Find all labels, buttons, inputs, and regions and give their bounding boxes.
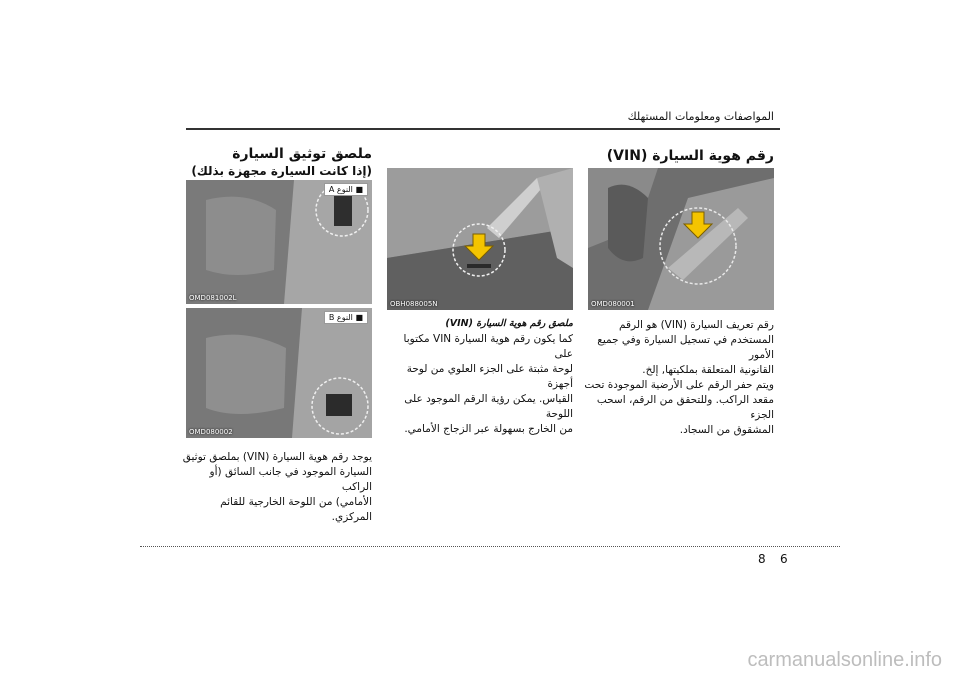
vin-label-description bbox=[383, 332, 573, 437]
cert-photo-type-a bbox=[186, 180, 372, 304]
text-line: يوجد رقم هوية السيارة (VIN) بملصق توثيق bbox=[182, 451, 372, 463]
text-line: من الخارج بسهولة عبر الزجاج الأمامي. bbox=[404, 423, 573, 435]
cert-photo-type-b bbox=[186, 308, 372, 438]
header-rule bbox=[186, 128, 780, 130]
text-line: رقم تعريف السيارة (VIN) هو الرقم bbox=[619, 319, 774, 331]
footer-rule bbox=[140, 546, 840, 547]
photo-code: OMD080001 bbox=[591, 300, 635, 308]
running-header: المواصفات ومعلومات المستهلك bbox=[627, 110, 774, 123]
cert-description bbox=[180, 450, 372, 525]
text-line: كما يكون رقم هوية السيارة VIN مكتوبا على bbox=[403, 333, 573, 360]
text-line: الأمامي) من اللوحة الخارجية للقائم المركزي. bbox=[220, 496, 372, 523]
photo-code: OMD080002 bbox=[189, 428, 233, 436]
text-line: السيارة الموجود في جانب السائق (أو الراكب bbox=[209, 466, 372, 493]
type-b-tag: ■ النوع B bbox=[324, 311, 368, 324]
chapter-number: 8 bbox=[758, 552, 766, 566]
text-line: القانونية المتعلقة بملكيتها, إلخ. bbox=[642, 364, 774, 376]
text-line: مقعد الراكب. وللتحقق من الرقم، اسحب الجزء bbox=[596, 394, 774, 421]
watermark: carmanualsonline.info bbox=[747, 649, 942, 671]
page-number: 6 bbox=[780, 552, 788, 566]
text-line: المستخدم في تسجيل السيارة وفي جميع الأمور bbox=[597, 334, 774, 361]
vin-label-title: ملصق رقم هوية السيارة (VIN) bbox=[445, 318, 573, 329]
photo-code: OMD081002L bbox=[189, 294, 237, 302]
vin-description bbox=[584, 318, 774, 438]
cert-section-title: ملصق توثيق السيارة bbox=[232, 146, 372, 162]
text-line: المشقوق من السجاد. bbox=[679, 424, 774, 436]
photo-code: OBH088005N bbox=[390, 300, 438, 308]
vin-dashboard-photo bbox=[387, 168, 573, 310]
cert-section-subtitle: (إذا كانت السيارة مجهزة بذلك) bbox=[191, 164, 372, 178]
text-line: ويتم حفر الرقم على الأرضية الموجودة تحت bbox=[584, 379, 774, 391]
vin-floor-photo bbox=[588, 168, 774, 310]
text-line: لوحة مثبتة على الجزء العلوي من لوحة أجهزة bbox=[406, 363, 573, 390]
vin-section-title: رقم هوية السيارة (VIN) bbox=[606, 148, 774, 164]
type-a-tag: ■ النوع A bbox=[324, 183, 368, 196]
text-line: القياس. يمكن رؤية الرقم الموجود على اللوحة bbox=[404, 393, 573, 420]
